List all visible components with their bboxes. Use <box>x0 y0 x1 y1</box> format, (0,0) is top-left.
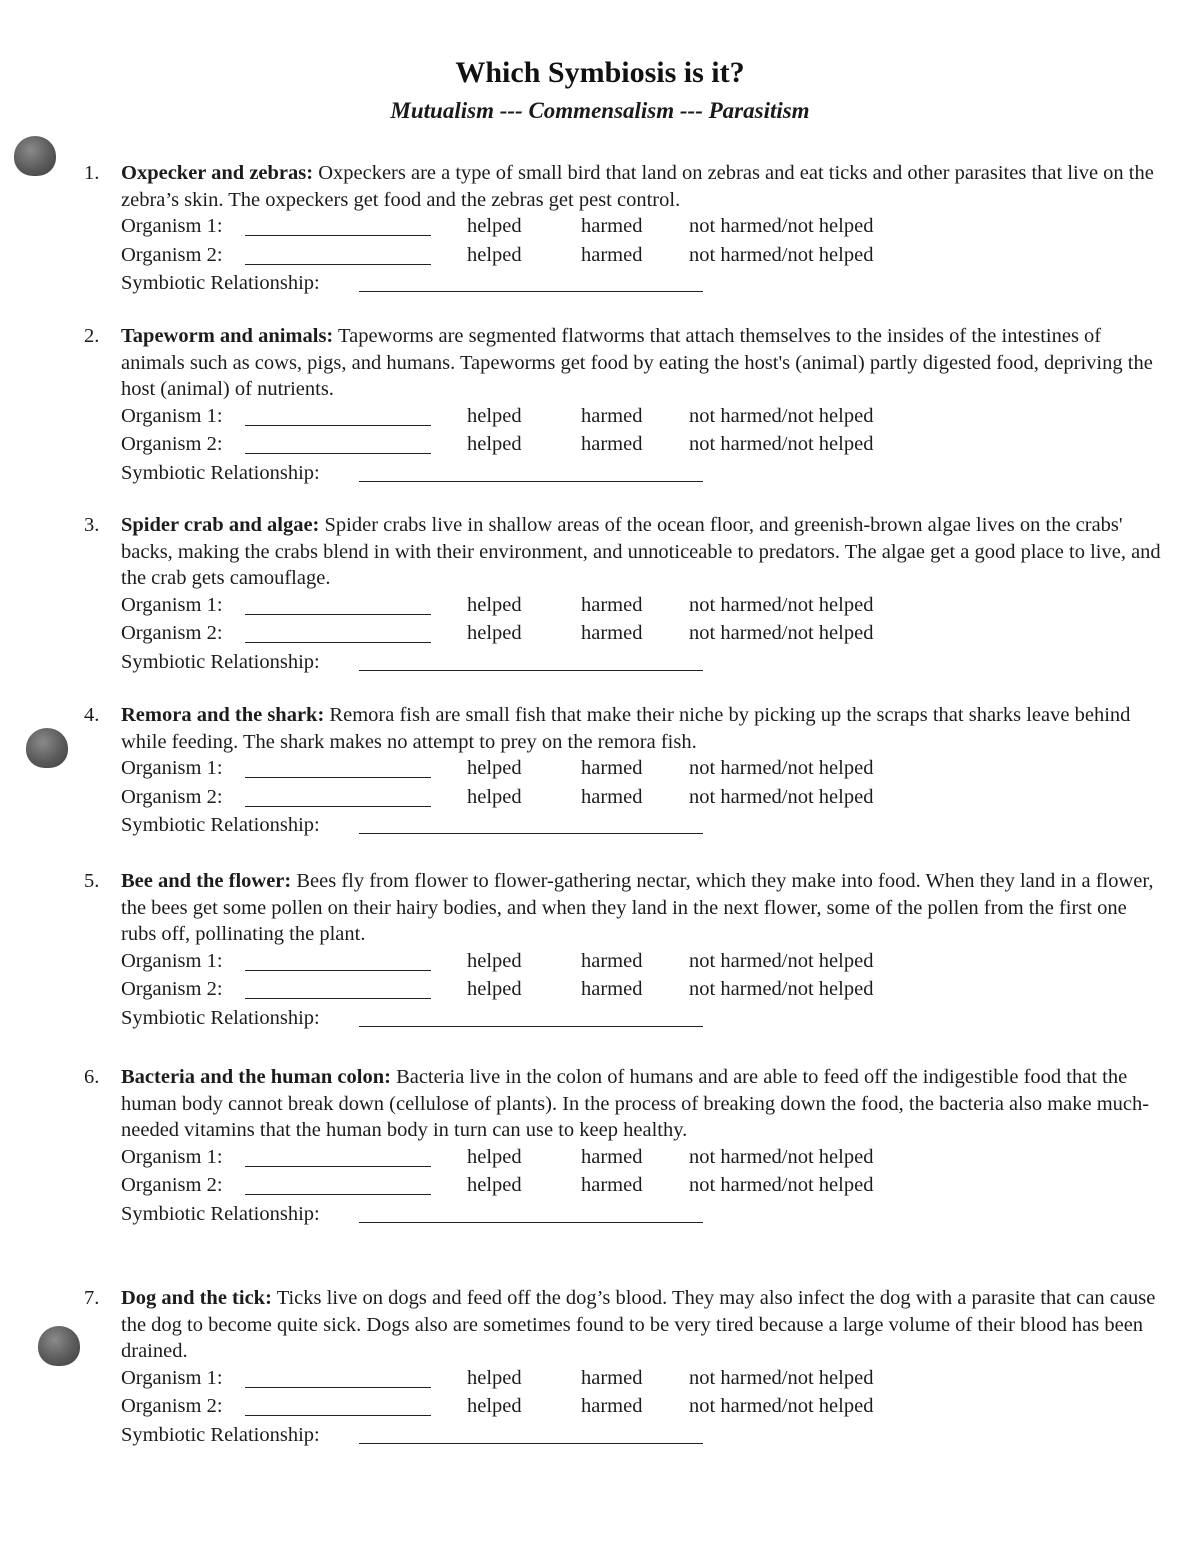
question-number: 7. <box>84 1287 100 1309</box>
organism-1-label: Organism 1: <box>121 1145 223 1168</box>
organism-2-option-harmed[interactable]: harmed <box>581 622 643 644</box>
relationship-label: Symbiotic Relationship: <box>121 1202 320 1225</box>
question-number: 1. <box>84 162 100 184</box>
question-text: Oxpeckers are a type of small bird that land on zebras and eat ticks and other parasites that live on the zebra’s skin. The oxpeckers get food and the zebras get pest control. <box>121 162 1154 211</box>
question-heading: Oxpecker and zebras: <box>121 162 314 184</box>
organism-2-option-harmed[interactable]: harmed <box>581 433 643 455</box>
question-paragraph <box>121 512 1164 592</box>
organism-2-option-neither[interactable]: not harmed/not helped <box>689 433 874 455</box>
organism-1-option-harmed[interactable]: harmed <box>581 757 643 779</box>
organism-2-label: Organism 2: <box>121 243 223 266</box>
relationship-blank[interactable] <box>359 481 703 482</box>
question-paragraph <box>121 1064 1164 1144</box>
relationship-row <box>121 1422 1164 1450</box>
organism-1-option-helped[interactable]: helped <box>467 404 522 427</box>
organism-1-blank[interactable] <box>245 614 431 615</box>
question-heading: Bee and the flower: <box>121 870 292 892</box>
organism-1-option-helped[interactable]: helped <box>467 757 522 779</box>
question-number: 5. <box>84 870 100 892</box>
organism-1-blank[interactable] <box>245 1387 431 1388</box>
question-text: Spider crabs live in shallow areas of the ocean floor, and greenish-brown algae lives on the crabs' backs, making the crabs blend in with their environment, and unnoticeable to predators. The algae get a good place to live, and the crab gets camouflage. <box>121 514 1161 589</box>
question-7 <box>84 1285 1164 1450</box>
organism-2-option-harmed[interactable]: harmed <box>581 785 643 808</box>
organism-2-blank[interactable] <box>245 1194 431 1195</box>
organism-2-row <box>121 431 1164 460</box>
organism-1-option-neither[interactable]: not harmed/not helped <box>689 593 874 616</box>
question-5 <box>84 868 1164 1033</box>
organism-1-blank[interactable] <box>245 1166 431 1167</box>
question-paragraph <box>121 1285 1164 1365</box>
organism-1-option-neither[interactable]: not harmed/not helped <box>689 949 874 972</box>
question-heading: Tapeworm and animals: <box>121 325 334 347</box>
question-2 <box>84 323 1164 488</box>
organism-1-blank[interactable] <box>245 425 431 426</box>
organism-2-label: Organism 2: <box>121 622 223 644</box>
binder-hole-top <box>14 136 56 176</box>
organism-1-option-harmed[interactable]: harmed <box>581 593 643 616</box>
question-paragraph <box>121 702 1164 755</box>
relationship-row <box>121 460 1164 488</box>
organism-1-option-neither[interactable]: not harmed/not helped <box>689 757 874 779</box>
relationship-blank[interactable] <box>359 1026 703 1027</box>
organism-1-option-helped[interactable]: helped <box>467 1145 522 1168</box>
relationship-label: Symbiotic Relationship: <box>121 814 320 836</box>
organism-2-row <box>121 620 1164 649</box>
organism-2-blank[interactable] <box>245 264 431 265</box>
organism-1-option-neither[interactable]: not harmed/not helped <box>689 1366 874 1389</box>
organism-1-option-harmed[interactable]: harmed <box>581 1145 643 1168</box>
organism-1-label: Organism 1: <box>121 215 223 237</box>
organism-2-option-helped[interactable]: helped <box>467 978 522 1000</box>
relationship-label: Symbiotic Relationship: <box>121 650 320 673</box>
organism-1-option-helped[interactable]: helped <box>467 1366 522 1389</box>
organism-2-row <box>121 242 1164 271</box>
organism-1-row <box>121 592 1164 621</box>
binder-hole-bottom <box>38 1326 80 1366</box>
organism-2-blank[interactable] <box>245 1415 431 1416</box>
organism-1-option-helped[interactable]: helped <box>467 593 522 616</box>
organism-2-row <box>121 976 1164 1005</box>
relationship-label: Symbiotic Relationship: <box>121 461 320 484</box>
organism-1-option-harmed[interactable]: harmed <box>581 1366 643 1389</box>
organism-2-option-helped[interactable]: helped <box>467 1395 522 1417</box>
organism-1-option-harmed[interactable]: harmed <box>581 215 643 237</box>
organism-2-option-neither[interactable]: not harmed/not helped <box>689 622 874 644</box>
organism-2-label: Organism 2: <box>121 1395 223 1417</box>
relationship-blank[interactable] <box>359 1222 703 1223</box>
relationship-label: Symbiotic Relationship: <box>121 1006 320 1029</box>
organism-2-option-neither[interactable]: not harmed/not helped <box>689 243 874 266</box>
organism-2-blank[interactable] <box>245 642 431 643</box>
organism-2-label: Organism 2: <box>121 1174 223 1196</box>
page-title: Which Symbiosis is it? <box>455 56 745 89</box>
organism-1-option-neither[interactable]: not harmed/not helped <box>689 404 874 427</box>
organism-1-row <box>121 1365 1164 1394</box>
organism-1-row <box>121 213 1164 242</box>
organism-1-label: Organism 1: <box>121 949 223 972</box>
organism-1-option-harmed[interactable]: harmed <box>581 404 643 427</box>
organism-2-option-neither[interactable]: not harmed/not helped <box>689 978 874 1000</box>
organism-1-blank[interactable] <box>245 777 431 778</box>
organism-2-option-harmed[interactable]: harmed <box>581 978 643 1000</box>
question-number: 4. <box>84 704 100 726</box>
organism-2-option-helped[interactable]: helped <box>467 433 522 455</box>
question-number: 6. <box>84 1066 100 1088</box>
question-1 <box>84 160 1164 298</box>
organism-2-blank[interactable] <box>245 806 431 807</box>
organism-1-option-neither[interactable]: not harmed/not helped <box>689 1145 874 1168</box>
organism-2-option-helped[interactable]: helped <box>467 622 522 644</box>
question-3 <box>84 512 1164 677</box>
organism-2-label: Organism 2: <box>121 785 223 808</box>
question-number: 3. <box>84 514 100 536</box>
question-text: Bees fly from flower to flower-gathering nectar, which they make into food. When they land in a flower, the bees get some pollen on their hairy bodies, and when they land in the next flower, some of the pollen from the first one rubs off, pollinating the plant. <box>121 870 1154 945</box>
question-heading: Remora and the shark: <box>121 704 325 726</box>
relationship-row <box>121 1201 1164 1229</box>
question-number: 2. <box>84 325 100 347</box>
question-heading: Bacteria and the human colon: <box>121 1066 391 1088</box>
question-paragraph <box>121 323 1164 403</box>
organism-2-row <box>121 1172 1164 1201</box>
question-text: Ticks live on dogs and feed off the dog’s blood. They may also infect the dog with a parasite that can cause the dog to become quite sick. Dogs also are sometimes found to be very tired because a large volume of their blood has been drained. <box>121 1287 1156 1362</box>
organism-2-label: Organism 2: <box>121 433 223 455</box>
organism-2-option-harmed[interactable]: harmed <box>581 1174 643 1196</box>
question-paragraph <box>121 160 1164 213</box>
binder-hole-middle <box>26 728 68 768</box>
relationship-label: Symbiotic Relationship: <box>121 1423 320 1446</box>
organism-1-row <box>121 403 1164 432</box>
organism-1-label: Organism 1: <box>121 757 223 779</box>
relationship-blank[interactable] <box>359 670 703 671</box>
relationship-blank[interactable] <box>359 833 703 834</box>
organism-1-option-neither[interactable]: not harmed/not helped <box>689 215 874 237</box>
relationship-blank[interactable] <box>359 1443 703 1444</box>
relationship-row <box>121 812 1164 840</box>
organism-1-label: Organism 1: <box>121 404 223 427</box>
organism-2-option-neither[interactable]: not harmed/not helped <box>689 1174 874 1196</box>
organism-1-label: Organism 1: <box>121 1366 223 1389</box>
relationship-row <box>121 649 1164 677</box>
organism-2-option-helped[interactable]: helped <box>467 243 522 266</box>
organism-2-option-harmed[interactable]: harmed <box>581 1395 643 1417</box>
organism-2-option-neither[interactable]: not harmed/not helped <box>689 1395 874 1417</box>
organism-1-row <box>121 755 1164 784</box>
organism-2-option-neither[interactable]: not harmed/not helped <box>689 785 874 808</box>
question-text: Bacteria live in the colon of humans and are able to feed off the indigestible food that the human body cannot break down (cellulose of plants). In the process of breaking down the food, the bacteria also make much-needed vitamins that the human body in turn can use to keep healthy. <box>121 1066 1150 1141</box>
organism-2-option-helped[interactable]: helped <box>467 785 522 808</box>
organism-2-option-helped[interactable]: helped <box>467 1174 522 1196</box>
question-text: Remora fish are small fish that make their niche by picking up the scraps that sharks leave behind while feeding. The shark makes no attempt to prey on the remora fish. <box>121 704 1131 753</box>
organism-2-row <box>121 784 1164 813</box>
question-4 <box>84 702 1164 840</box>
question-6 <box>84 1064 1164 1229</box>
relationship-row <box>121 1005 1164 1033</box>
question-heading: Spider crab and algae: <box>121 514 320 536</box>
question-heading: Dog and the tick: <box>121 1287 272 1309</box>
question-text: Tapeworms are segmented flatworms that attach themselves to the insides of the intestines of animals such as cows, pigs, and humans. Tapeworms get food by eating the host's (animal) partly digested food, depriving the host (animal) of nutrients. <box>121 325 1153 400</box>
organism-1-label: Organism 1: <box>121 593 223 616</box>
organism-2-label: Organism 2: <box>121 978 223 1000</box>
organism-2-blank[interactable] <box>245 453 431 454</box>
organism-1-option-helped[interactable]: helped <box>467 949 522 972</box>
organism-2-option-harmed[interactable]: harmed <box>581 243 643 266</box>
relationship-label: Symbiotic Relationship: <box>121 272 320 294</box>
organism-2-row <box>121 1393 1164 1422</box>
organism-1-row <box>121 948 1164 977</box>
relationship-row <box>121 270 1164 298</box>
page-subtitle: Mutualism --- Commensalism --- Parasitism <box>390 98 810 123</box>
organism-1-row <box>121 1144 1164 1173</box>
question-paragraph <box>121 868 1164 948</box>
organism-1-option-helped[interactable]: helped <box>467 215 522 237</box>
relationship-blank[interactable] <box>359 291 703 292</box>
organism-1-option-harmed[interactable]: harmed <box>581 949 643 972</box>
organism-2-blank[interactable] <box>245 998 431 999</box>
organism-1-blank[interactable] <box>245 970 431 971</box>
organism-1-blank[interactable] <box>245 235 431 236</box>
